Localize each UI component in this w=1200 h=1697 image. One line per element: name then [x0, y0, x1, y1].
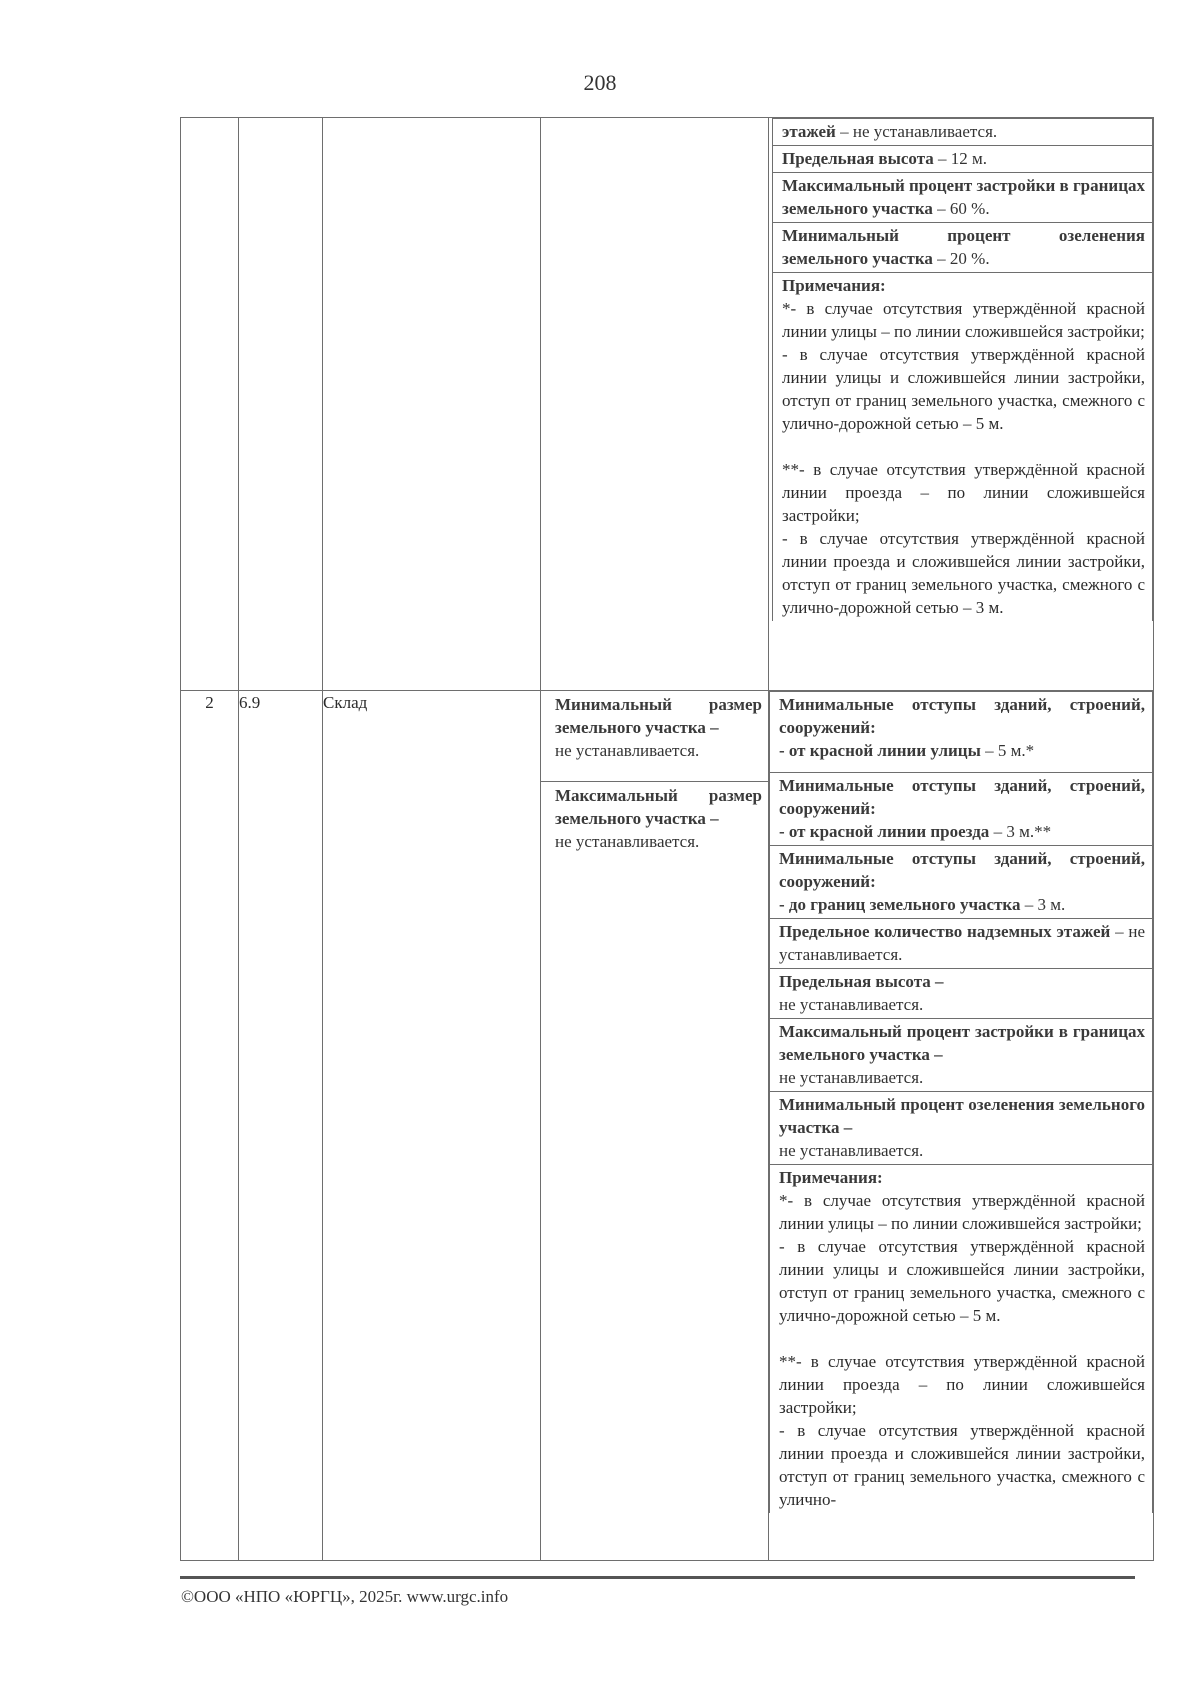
notes-box	[769, 1164, 1153, 1513]
size-cell	[541, 691, 769, 1561]
code-cell: 6.9	[239, 691, 323, 1561]
max-size-title: Максимальный размер земельного участка –	[555, 786, 762, 828]
params-cell	[769, 691, 1154, 1561]
param-setback-boundary: Минимальные отступы зданий, строений, сооружений: - до границ земельного участка – 3 м.	[769, 845, 1153, 919]
notes-title: Примечания:	[779, 1168, 883, 1187]
param-build-percent: Максимальный процент застройки в границах земельного участка – не устанавливается.	[769, 1018, 1153, 1092]
param-setback-street: Минимальные отступы зданий, строений, сооружений: - от красной линии улицы – 5 м.*	[769, 691, 1153, 773]
param-floors: Предельное количество надземных этажей – не устанавливается.	[769, 918, 1153, 969]
page-number: 208	[583, 70, 617, 95]
max-size-value: не устанавливается.	[555, 832, 700, 851]
name-cell	[323, 118, 541, 691]
param-green-percent: Минимальный процент озеленения земельного участка – не устанавливается.	[769, 1091, 1153, 1165]
footer-divider	[180, 1576, 1135, 1579]
number-cell: 2	[181, 691, 239, 1561]
name-cell: Склад	[323, 691, 541, 1561]
params-cell	[769, 118, 1154, 691]
number-cell	[181, 118, 239, 691]
notes-text: *- в случае отсутствия утверждённой красной линии улицы – по линии сложившейся застройки; - в случае отсутствия утверждённой красной линии улицы и сложившейся линии застройки, отступ от границ земельного участка, смежного с улично-дорожной сетью – 5 м. **- в случае отсутствия утверждённой красной линии проезда – по линии сложившейся застройки; - в случае отсутствия утверждённой красной линии проезда и сложившейся линии застройки, отступ от границ земельного участка, смежного с улично-дорожной сетью – 3 м.	[782, 299, 1145, 617]
footer-copyright: ©ООО «НПО «ЮРГЦ», 2025г. www.urgc.info	[181, 1587, 509, 1606]
max-size-box	[541, 781, 768, 855]
param-green-percent: Минимальный процент озеленения земельного участка – 20 %.	[772, 222, 1153, 273]
size-cell	[541, 118, 769, 691]
notes-title: Примечания:	[782, 276, 886, 295]
min-size-title: Минимальный размер земельного участка –	[555, 695, 762, 737]
param-max-height: Предельная высота – 12 м.	[772, 145, 1153, 173]
param-floors: этажей – не устанавливается.	[772, 118, 1153, 146]
param-max-height: Предельная высота – не устанавливается.	[769, 968, 1153, 1019]
notes-text: *- в случае отсутствия утверждённой красной линии улицы – по линии сложившейся застройки; - в случае отсутствия утверждённой красной линии улицы и сложившейся линии застройки, отступ от границ земельного участка, смежного с улично-дорожной сетью – 5 м. **- в случае отсутствия утверждённой красной линии проезда – по линии сложившейся застройки; - в случае отсутствия утверждённой красной линии проезда и сложившейся линии застройки, отступ от границ земельного участка, смежного с улично-	[779, 1191, 1145, 1509]
code-cell	[239, 118, 323, 691]
table-row-warehouse	[181, 691, 1154, 1561]
param-build-percent: Максимальный процент застройки в границах земельного участка – 60 %.	[772, 172, 1153, 223]
table-row-continuation	[181, 118, 1154, 691]
min-size-box	[541, 691, 768, 781]
regulations-table	[180, 117, 1154, 1561]
notes-box	[772, 272, 1153, 621]
min-size-value: не устанавливается.	[555, 741, 700, 760]
param-setback-driveway: Минимальные отступы зданий, строений, сооружений: - от красной линии проезда – 3 м.**	[769, 772, 1153, 846]
